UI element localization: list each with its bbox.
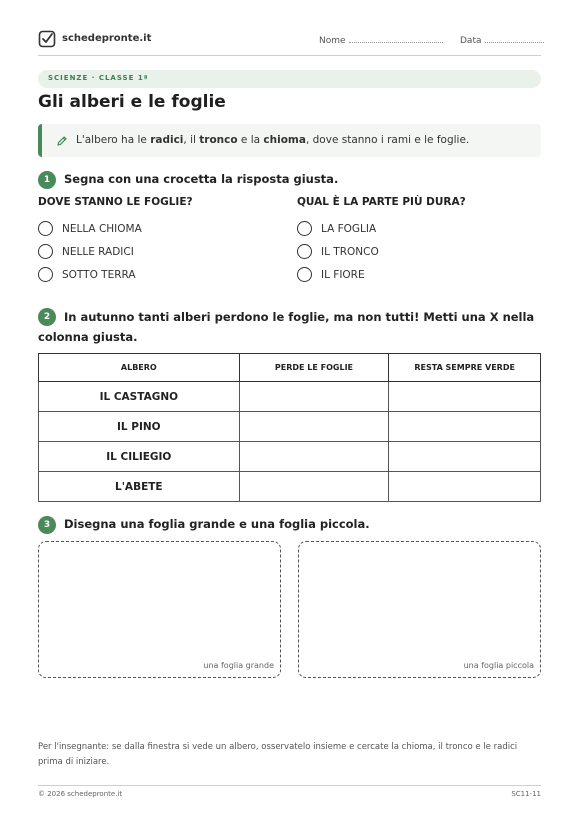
table-row [39,442,541,472]
date-label: Data [460,36,482,46]
section-2-number: 2 [38,308,56,326]
option-label: NELLE RADICI [62,246,134,258]
date-line[interactable] [485,34,544,43]
loses-leaves-cell[interactable] [239,382,389,412]
drawing-box-large-leaf[interactable] [38,541,281,678]
note-keyword: chioma [263,134,306,146]
subject-label: SCIENZE · CLASSE 1ª [48,74,149,82]
subject-band [38,70,541,88]
table-row [39,382,541,412]
question-1-heading: DOVE STANNO LE FOGLIE? [38,196,193,208]
question-2-heading: QUAL È LA PARTE PIÙ DURA? [297,196,466,208]
section-1-title: Segna con una crocetta la risposta giusta. [64,172,339,186]
note-segment: , il [183,134,200,146]
evergreen-cell[interactable] [389,472,541,502]
option-label: LA FOGLIA [321,223,377,235]
evergreen-cell[interactable] [389,412,541,442]
radio-circle[interactable] [38,267,53,282]
radio-circle[interactable] [297,267,312,282]
footer-copyright: © 2026 schedepronte.it [38,790,123,798]
info-note [38,124,541,157]
footer-divider [38,785,541,786]
radio-circle[interactable] [38,244,53,259]
note-keyword: radici [150,134,184,146]
option-label: NELLA CHIOMA [62,223,142,235]
evergreen-cell[interactable] [389,442,541,472]
radio-circle[interactable] [297,221,312,236]
box-caption: una foglia grande [203,661,274,670]
tree-name-cell: IL CILIEGIO [39,442,240,472]
box-caption: una foglia piccola [463,661,534,670]
option-label: IL TRONCO [321,246,379,258]
loses-leaves-cell[interactable] [239,442,389,472]
name-line[interactable] [349,34,443,43]
drawing-box-small-leaf[interactable] [298,541,541,678]
checkbox-logo-icon [38,30,56,48]
page-title: Gli alberi e le foglie [38,92,226,112]
note-keyword: tronco [199,134,238,146]
teacher-note: Per l'insegnante: se dalla finestra si vede un albero, osservatelo insieme e cercate la chioma, il tronco e le radici prima di iniziare. [38,742,518,767]
pencil-icon [56,135,68,147]
loses-leaves-cell[interactable] [239,412,389,442]
page-header [38,30,541,56]
trees-table [38,353,541,502]
table-row [39,472,541,502]
column-header: PERDE LE FOGLIE [239,354,389,382]
radio-circle[interactable] [38,221,53,236]
brand-name: schedepronte.it [62,33,152,44]
name-label: Nome [319,36,346,46]
loses-leaves-cell[interactable] [239,472,389,502]
radio-circle[interactable] [297,244,312,259]
note-segment: L'albero ha le [76,134,151,146]
table-row [39,412,541,442]
evergreen-cell[interactable] [389,382,541,412]
section-3-title: Disegna una foglia grande e una foglia piccola. [64,517,370,531]
note-segment: e la [237,134,264,146]
date-field[interactable] [460,34,544,46]
footer-code: SC11-11 [511,790,541,798]
option-label: SOTTO TERRA [62,269,136,281]
section-3-number: 3 [38,516,56,534]
tree-name-cell: IL PINO [39,412,240,442]
tree-name-cell: IL CASTAGNO [39,382,240,412]
option-label: IL FIORE [321,269,365,281]
note-segment: , dove stanno i rami e le foglie. [305,134,470,146]
section-1-number: 1 [38,171,56,189]
tree-name-cell: L'ABETE [39,472,240,502]
table-header-row [39,354,541,382]
name-field[interactable] [319,34,443,46]
column-header: RESTA SEMPRE VERDE [389,354,541,382]
column-header: ALBERO [39,354,240,382]
note-text [76,134,469,146]
section-2-title: In autunno tanti alberi perdono le foglie, ma non tutti! Metti una X nella colonna giusta. [38,310,535,344]
